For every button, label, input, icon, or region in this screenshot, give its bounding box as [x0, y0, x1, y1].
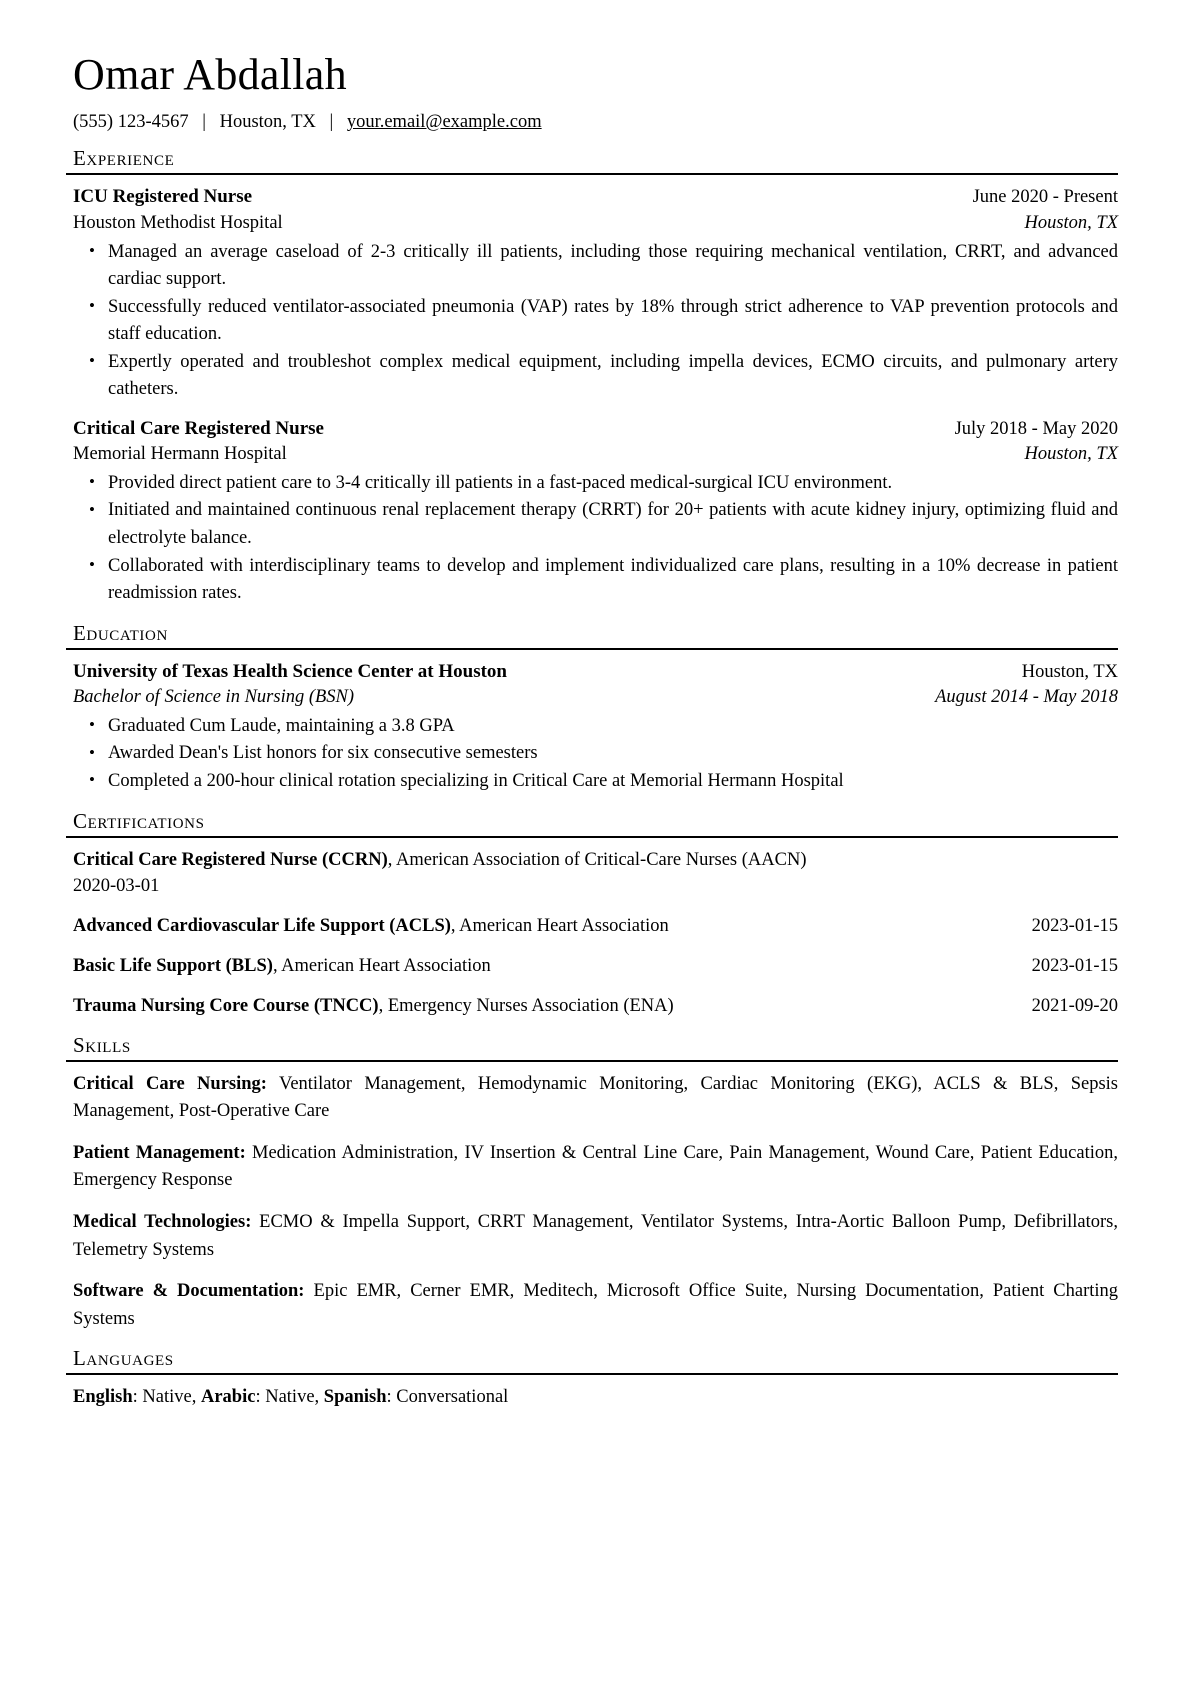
experience-entry-subheader	[73, 211, 1118, 237]
job-bullet-list	[73, 239, 1118, 404]
certification-issuer: American Heart Association	[281, 956, 491, 977]
language-level: Native	[142, 1387, 192, 1408]
skill-items: Epic EMR, Cerner EMR, Meditech, Microsoft Office Suite, Nursing Documentation, Patient Charting Systems	[73, 1281, 1119, 1329]
education-bullet: • Awarded Dean's List honors for six consecutive semesters	[73, 740, 1118, 768]
contact-line	[73, 111, 1118, 133]
certification-date: 2023-01-15	[1031, 916, 1118, 937]
certification-issuer: American Heart Association	[459, 916, 669, 937]
language-level: Native	[265, 1387, 315, 1408]
skill-items: ECMO & Impella Support, CRRT Management, Ventilator Systems, Intra-Aortic Balloon Pump, Defibrillators, Telemetry Systems	[73, 1212, 1118, 1260]
skill-group	[73, 1209, 1118, 1264]
education-period: August 2014 - May 2018	[935, 687, 1118, 708]
skill-category: Critical Care Nursing:	[73, 1073, 267, 1094]
languages-line	[73, 1384, 1118, 1411]
education-bullet: • Graduated Cum Laude, maintaining a 3.8 GPA	[73, 713, 1118, 741]
section-divider	[66, 173, 1118, 175]
section-languages	[73, 1347, 1118, 1411]
certification-date: 2023-01-15	[1031, 956, 1118, 977]
experience-entry-subheader	[73, 442, 1118, 468]
certification-line	[73, 953, 1118, 980]
certification-text	[73, 913, 669, 940]
certification-name: Advanced Cardiovascular Life Support (ACLS)	[73, 916, 451, 937]
certification-line	[73, 913, 1118, 940]
section-divider	[66, 648, 1118, 650]
job-bullet: • Managed an average caseload of 2-3 critically ill patients, including those requiring mechanical ventilation, CRRT, and advanced cardiac support.	[73, 239, 1118, 294]
certification-issuer: Emergency Nurses Association (ENA)	[387, 995, 674, 1016]
job-bullet: • Expertly operated and troubleshot complex medical equipment, including impella devices, ECMO circuits, and pulmonary artery catheters.	[73, 349, 1118, 404]
section-title-languages: Languages	[73, 1346, 174, 1371]
job-location: Houston, TX	[1024, 444, 1118, 465]
section-title-skills: Skills	[73, 1032, 131, 1057]
phone-number: (555) 123-4567	[73, 112, 189, 133]
language-colon: :	[386, 1387, 397, 1408]
contact-separator: |	[329, 112, 334, 133]
certification-item	[73, 993, 1118, 1020]
skill-group	[73, 1140, 1118, 1195]
certification-item	[73, 847, 1118, 901]
language-level: Conversational	[396, 1387, 509, 1408]
job-title: Critical Care Registered Nurse	[73, 417, 324, 439]
language-name: Spanish	[323, 1387, 387, 1408]
skill-category: Medical Technologies:	[73, 1212, 252, 1233]
language-colon: :	[255, 1387, 266, 1408]
job-bullet: • Collaborated with interdisciplinary teams to develop and implement individualized care plans, resulting in a 10% decrease in patient readmission rates.	[73, 553, 1118, 608]
section-divider	[66, 836, 1118, 838]
email-link[interactable]: your.email@example.com	[346, 112, 542, 133]
certification-line	[73, 847, 1118, 901]
education-entry-subheader	[73, 685, 1118, 711]
job-bullet: • Provided direct patient care to 3-4 critically ill patients in a fast-paced medical-surgical ICU environment.	[73, 470, 1118, 498]
language-name: English	[73, 1387, 133, 1408]
job-location: Houston, TX	[1024, 212, 1118, 233]
section-experience	[73, 147, 1118, 607]
resume-header	[73, 52, 1118, 133]
certification-date: 2021-09-20	[1031, 995, 1118, 1016]
certification-text	[73, 993, 674, 1020]
employer-name: Memorial Hermann Hospital	[73, 444, 287, 465]
education-bullet-list	[73, 713, 1118, 796]
language-comma: ,	[191, 1387, 201, 1408]
section-certifications	[73, 810, 1118, 1020]
certification-item	[73, 913, 1118, 940]
certification-comma: ,	[378, 995, 388, 1016]
skill-group	[73, 1071, 1118, 1126]
job-date: July 2018 - May 2020	[954, 418, 1118, 439]
institution-location: Houston, TX	[1021, 661, 1118, 682]
employer-name: Houston Methodist Hospital	[73, 212, 283, 233]
experience-entry	[73, 416, 1118, 608]
section-title-certifications: Certifications	[73, 808, 205, 833]
certification-line	[73, 993, 1118, 1020]
degree-name: Bachelor of Science in Nursing (BSN)	[73, 687, 355, 708]
contact-separator: |	[202, 112, 206, 133]
job-bullet-list	[73, 470, 1118, 608]
certification-name: Trauma Nursing Core Course (TNCC)	[73, 995, 379, 1016]
candidate-name: Omar Abdallah	[73, 50, 347, 99]
experience-entry-header	[73, 184, 1118, 211]
language-comma: ,	[314, 1387, 324, 1408]
job-title: ICU Registered Nurse	[73, 186, 253, 208]
section-divider	[66, 1373, 1118, 1375]
skill-group	[73, 1278, 1118, 1333]
section-title-education: Education	[73, 620, 168, 645]
certification-issuer: American Association of Critical-Care Nurses (AACN)	[396, 849, 807, 870]
experience-entry	[73, 184, 1118, 403]
experience-entry-header	[73, 416, 1118, 443]
section-title-experience: Experience	[73, 146, 175, 171]
certification-comma: ,	[387, 849, 396, 870]
institution-name: University of Texas Health Science Center at Houston	[73, 660, 507, 682]
skill-items: Medication Administration, IV Insertion & Central Line Care, Pain Management, Wound Care, Patient Education, Emergency Response	[73, 1142, 1118, 1191]
section-divider	[66, 1060, 1118, 1062]
education-bullet: • Completed a 200-hour clinical rotation specializing in Critical Care at Memorial Hermann Hospital	[73, 768, 1118, 796]
certification-date: 2020-03-01	[73, 876, 160, 897]
skill-items: Ventilator Management, Hemodynamic Monitoring, Cardiac Monitoring (EKG), ACLS & BLS, Sepsis Management, Post-Operative Care	[73, 1073, 1118, 1122]
skill-category: Software & Documentation:	[73, 1281, 305, 1302]
certification-text	[73, 953, 491, 980]
language-colon: :	[132, 1387, 143, 1408]
skill-category: Patient Management:	[73, 1142, 246, 1163]
certification-text	[73, 850, 807, 870]
education-entry	[73, 659, 1118, 796]
certification-comma: ,	[450, 916, 460, 937]
job-bullet: • Successfully reduced ventilator-associated pneumonia (VAP) rates by 18% through strict adherence to VAP prevention protocols and staff education.	[73, 294, 1118, 349]
education-entry-header	[73, 659, 1118, 686]
certification-name: Critical Care Registered Nurse (CCRN)	[73, 849, 388, 870]
certification-comma: ,	[272, 956, 282, 977]
section-education	[73, 622, 1118, 796]
contact-location: Houston, TX	[219, 112, 316, 133]
job-date: June 2020 - Present	[972, 187, 1118, 208]
certification-name: Basic Life Support (BLS)	[73, 956, 273, 977]
job-bullet: • Initiated and maintained continuous renal replacement therapy (CRRT) for 20+ patients with acute kidney injury, optimizing fluid and electrolyte balance.	[73, 497, 1118, 552]
certification-item	[73, 953, 1118, 980]
section-skills	[73, 1034, 1118, 1334]
language-name: Arabic	[200, 1387, 256, 1408]
